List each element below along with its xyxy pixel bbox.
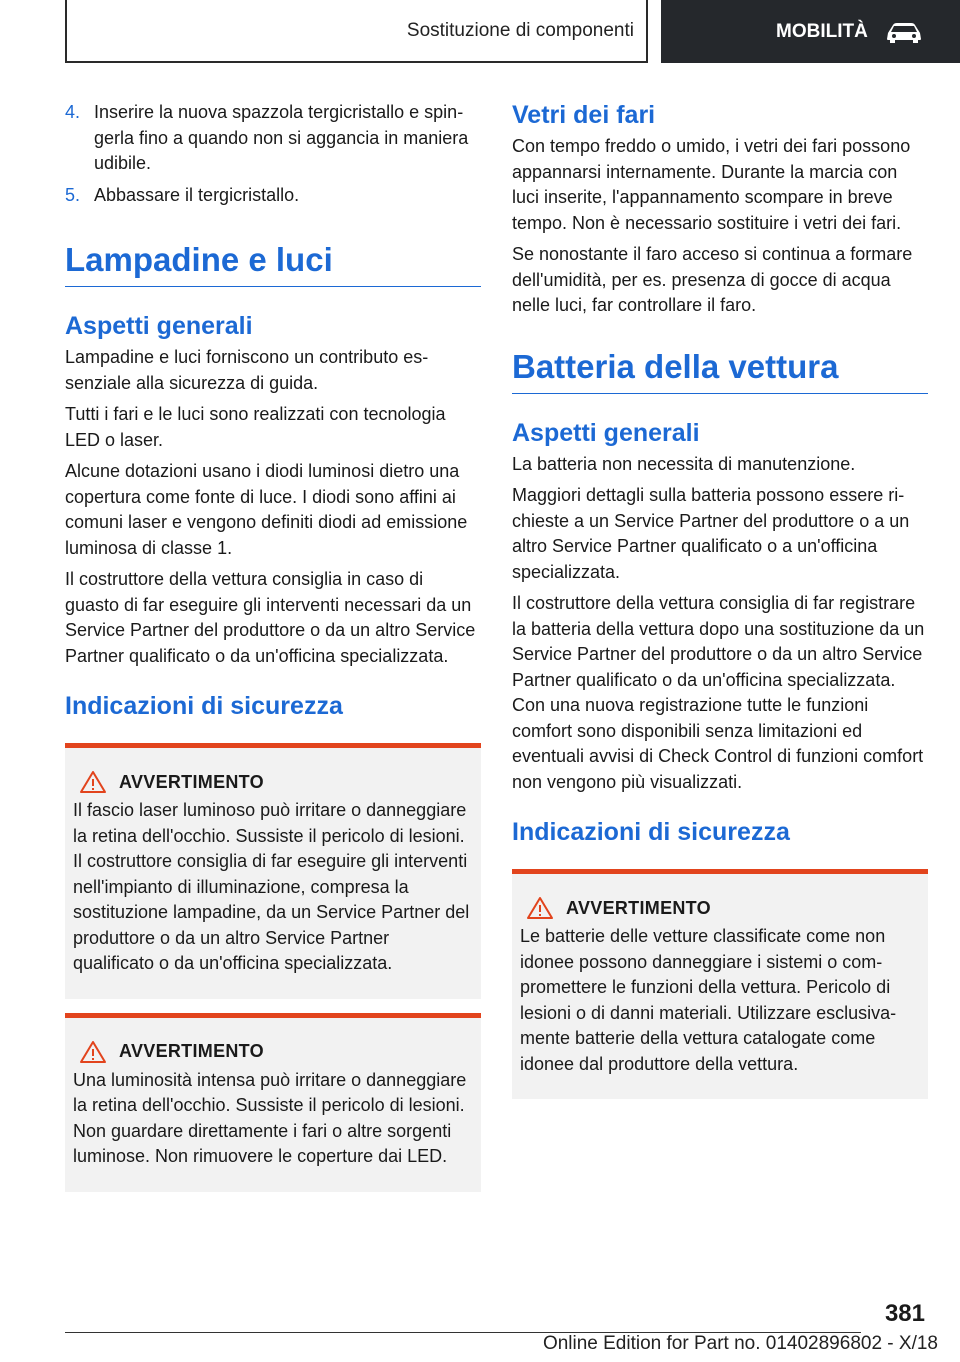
heading-battery: Batteria della vettura xyxy=(512,349,928,394)
heading-safety-lamps: Indicazioni di sicurezza xyxy=(65,692,343,721)
right-column xyxy=(512,100,928,1099)
car-icon xyxy=(884,20,924,44)
heading-safety-battery: Indicazioni di sicurezza xyxy=(512,818,790,847)
warning-triangle-icon xyxy=(526,896,554,920)
paragraph: Con tempo freddo o umido, i vetri dei fari possono appannarsi internamente. Durante la marcia con luci inserite, l'appannamento scompare in breve tempo. Non è necessario sostituire i vetri dei fari. xyxy=(512,136,911,233)
paragraph: La batteria non necessita di manutenzione. xyxy=(512,453,856,474)
section-header xyxy=(65,0,648,63)
paragraph: Alcune dotazioni usano i diodi luminosi dietro una copertura come fonte di luce. I diodi sono affini ai comuni laser e vengono definiti diodi ad emissione luminosa di classe 1. xyxy=(65,461,468,558)
chapter-header xyxy=(661,0,960,63)
warning-text: Il fascio laser luminoso può irritare o danneggiare la retina dell'occhio. Sussiste il pericolo di lesioni. Il costruttore consiglia di far eseguire gli interventi nell'impianto di illuminazione, compresa la sostituzione lampadine, da un Service Partner del produttore o da un altro Service Partner qualificato o da un'officina specializzata. xyxy=(73,800,470,974)
warning-text: Le batterie delle vetture classificate come non idonee possono danneggiare i sistemi o compromettere le funzioni della vettura. Pericolo di lesioni o di danni materiali. Utilizzare esclusivamente batterie della vettura catalogate come idonee dal produttore della vettura. xyxy=(520,926,897,1074)
warning-text: Una luminosità intensa può irritare o danneggiare la retina dell'occhio. Sussiste il pericolo di lesioni. Non guardare direttamente i fari o altre sorgenti luminose. Non rimuovere le coperture dai LED. xyxy=(73,1069,467,1167)
heading-general-lamps: Aspetti generali xyxy=(65,312,253,341)
step-text: Abbassare il tergicristallo. xyxy=(94,184,300,205)
edition-info: Online Edition for Part no. 01402896802 - X/18 xyxy=(542,1333,938,1354)
warning-box-battery xyxy=(512,869,928,1099)
paragraph: Se nonostante il faro acceso si continua a formare dell'umidità, per es. presenza di gocce di acqua nelle luci, far controllare il faro. xyxy=(512,244,913,315)
paragraph: Maggiori dettagli sulla batteria possono essere richieste a un Service Partner del produttore o a un altro Service Partner qualificato o a un'officina specializzata. xyxy=(512,485,910,582)
warning-triangle-icon xyxy=(79,1040,107,1064)
warning-title: AVVERTIMENTO xyxy=(566,897,711,918)
paragraph: Tutti i fari e le luci sono realizzati con tecnologia LED o laser. xyxy=(65,404,446,450)
page-number: 381 xyxy=(884,1300,925,1327)
heading-lamps: Lampadine e luci xyxy=(65,242,481,287)
warning-title: AVVERTIMENTO xyxy=(119,1041,264,1062)
step-text: Inserire la nuova spazzola tergicristallo e spingerla fino a quando non si aggancia in maniera udibile. xyxy=(94,102,469,173)
paragraph: Lampadine e luci forniscono un contributo essenziale alla sicurezza di guida. xyxy=(65,347,429,393)
heading-general-battery: Aspetti generali xyxy=(512,418,700,447)
step-5 xyxy=(65,183,481,209)
paragraph: Il costruttore della vettura consiglia in caso di guasto di far eseguire gli interventi necessari da un Service Partner del produttore o da un altro Service Partner qualificato o da un'officina specializzata. xyxy=(65,569,476,666)
left-column xyxy=(65,100,481,1192)
warning-title: AVVERTIMENTO xyxy=(119,771,264,792)
section-title: Sostituzione di componenti xyxy=(406,19,634,41)
step-number: 4. xyxy=(65,102,81,122)
step-4 xyxy=(65,100,481,177)
heading-headlight-lenses: Vetri dei fari xyxy=(512,101,656,129)
step-number: 5. xyxy=(65,184,81,205)
paragraph: Il costruttore della vettura consiglia di far registrare la batteria della vettura dopo una sostituzione da un Service Partner del produttore o da un altro Service Partner qualificato o da un'officina specializzata. Con una nuova registrazione tutte le funzioni comfort sono disponibili senza limitazioni ed eventuali avvisi di Check Control di funzioni comfort non vengono più visualizzati. xyxy=(512,593,925,792)
chapter-title: MOBILITÀ xyxy=(776,20,868,42)
warning-triangle-icon xyxy=(79,770,107,794)
warning-box-brightness xyxy=(65,1013,481,1192)
warning-box-laser xyxy=(65,743,481,999)
